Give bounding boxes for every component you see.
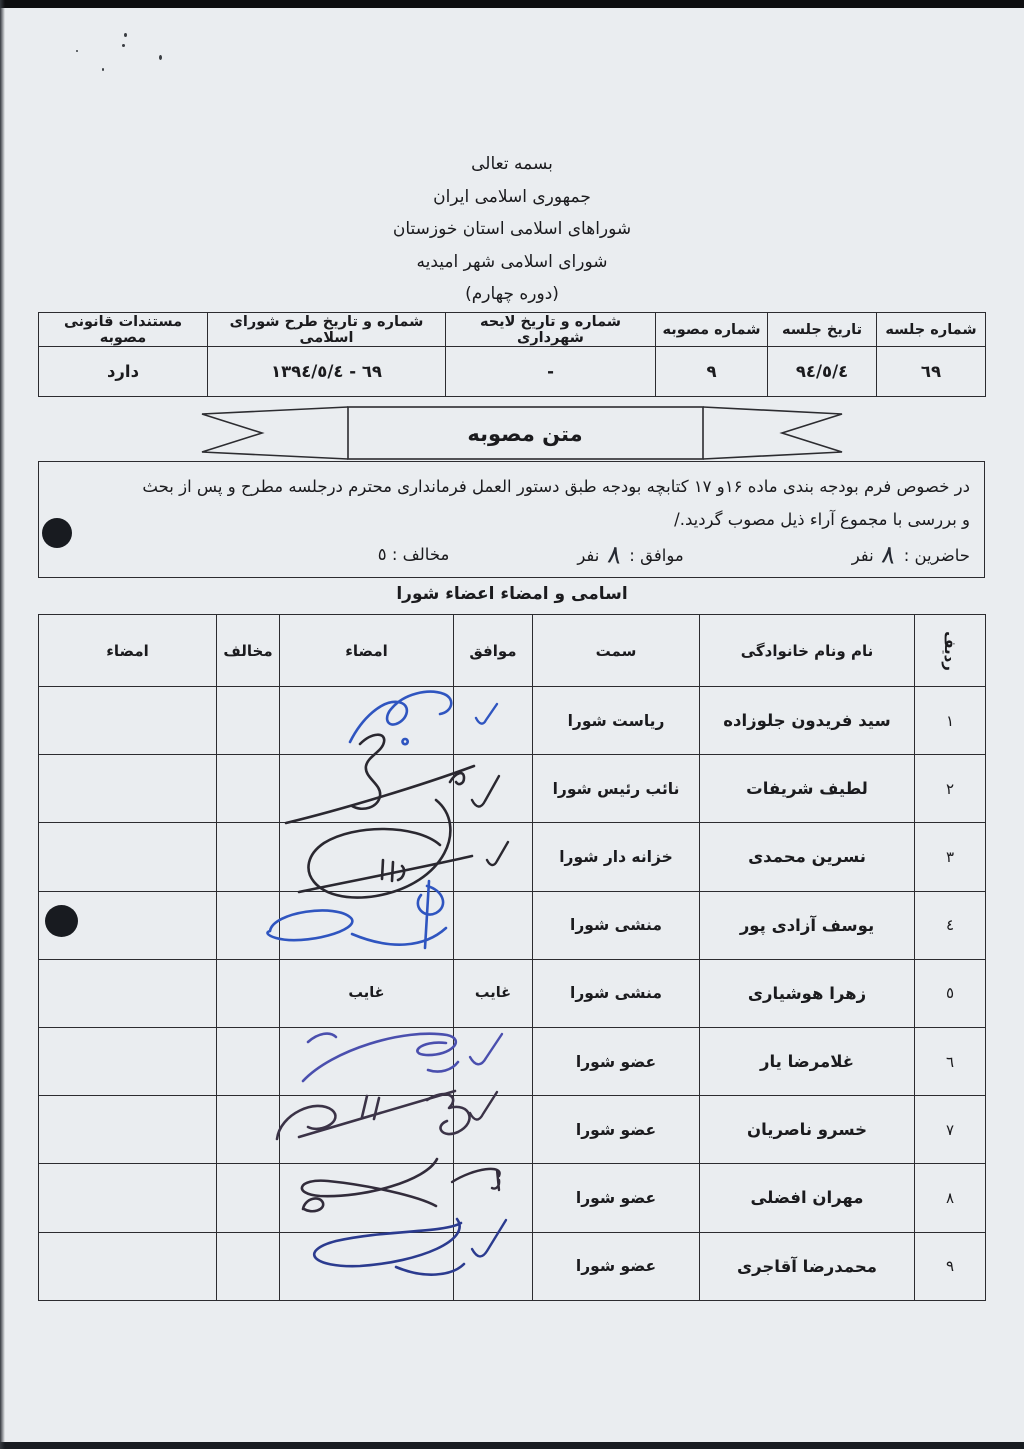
member-position: خزانه دار شورا xyxy=(533,823,700,891)
members-header-oppose: مخالف xyxy=(217,615,280,687)
members-header-agree: موافق xyxy=(454,615,533,687)
member-signature-cell xyxy=(280,1096,454,1164)
member-position: عضو شورا xyxy=(533,1027,700,1095)
info-value-municipality-bill: - xyxy=(446,347,656,397)
member-row xyxy=(39,1232,986,1300)
info-header-session-date: تاریخ جلسه xyxy=(768,313,877,347)
member-signature2-cell xyxy=(39,1164,217,1232)
member-signature2-cell xyxy=(39,1232,217,1300)
member-signature-cell xyxy=(280,823,454,891)
info-header-session-no: شماره جلسه xyxy=(877,313,986,347)
member-agree-cell xyxy=(454,1164,533,1232)
member-oppose-cell xyxy=(217,959,280,1027)
member-row xyxy=(39,891,986,959)
member-agree-cell-absent: غایب xyxy=(454,959,533,1027)
agree-value-handwritten: ۸ xyxy=(605,539,623,570)
member-oppose-cell xyxy=(217,1096,280,1164)
member-signature-cell xyxy=(280,1027,454,1095)
member-name: مهران افضلی xyxy=(700,1164,915,1232)
member-name: محمدرضا آقاجری xyxy=(700,1232,915,1300)
member-position: منشی شورا xyxy=(533,891,700,959)
agree-suffix: نفر xyxy=(577,546,600,565)
member-oppose-cell xyxy=(217,755,280,823)
resolution-body-line-2: و بررسی با مجموع آراء ذیل مصوب گردید./ xyxy=(674,510,970,529)
header-city-council: شورای اسلامی شهر امیدیه xyxy=(416,251,608,272)
row-no-rotated-label: ردیف xyxy=(941,630,959,671)
member-name: لطیف شریفات xyxy=(700,755,915,823)
header-republic: جمهوری اسلامی ایران xyxy=(433,186,591,207)
member-agree-cell xyxy=(454,823,533,891)
header-term: (دوره چهارم) xyxy=(465,284,559,304)
info-value-resolution-no: ٩ xyxy=(656,347,768,397)
member-oppose-cell xyxy=(217,891,280,959)
scan-edge-top xyxy=(0,0,1024,8)
members-header-row-no xyxy=(915,615,986,687)
scan-speckle xyxy=(102,68,104,71)
info-value-council-plan: ٦٩ - ١٣٩٤/٥/٤ xyxy=(208,347,446,397)
votes-summary-row xyxy=(53,538,970,571)
info-value-row xyxy=(39,347,986,397)
member-agree-cell xyxy=(454,687,533,755)
scan-speckle xyxy=(122,44,125,47)
resolution-body-line-1: در خصوص فرم بودجه بندی ماده ۱۶و ۱۷ کتابچه بودجه طبق دستور العمل فرمانداری محترم درجلسه مطرح و پس از بحث xyxy=(142,477,970,496)
info-header-legal-docs: مستندات قانونی مصوبه xyxy=(39,313,208,347)
member-row xyxy=(39,687,986,755)
resolution-text-banner xyxy=(198,404,846,462)
member-name: زهرا هوشیاری xyxy=(700,959,915,1027)
member-signature2-cell xyxy=(39,1096,217,1164)
info-value-legal-docs: دارد xyxy=(39,347,208,397)
member-signature-cell-absent: غایب xyxy=(280,959,454,1027)
member-oppose-cell xyxy=(217,1164,280,1232)
member-row-no: ٢ xyxy=(915,755,986,823)
oppose-label: مخالف : xyxy=(391,544,450,564)
banner-ribbon-right-tail xyxy=(703,407,842,459)
info-header-council-plan: شماره و تاریخ طرح شورای اسلامی xyxy=(208,313,446,347)
members-header-signature: امضاء xyxy=(280,615,454,687)
present-label: حاضرین : xyxy=(903,546,970,565)
member-position: عضو شورا xyxy=(533,1232,700,1300)
member-position: نائب رئیس شورا xyxy=(533,755,700,823)
member-row xyxy=(39,823,986,891)
agree-count xyxy=(577,538,683,571)
member-row-no: ٧ xyxy=(915,1096,986,1164)
member-signature-cell xyxy=(280,1232,454,1300)
present-count xyxy=(852,538,970,571)
member-signature-cell xyxy=(280,891,454,959)
member-signature2-cell xyxy=(39,959,217,1027)
member-row-no: ٤ xyxy=(915,891,986,959)
scan-speckle xyxy=(159,55,162,60)
member-row-no: ٣ xyxy=(915,823,986,891)
oppose-value: ٥ xyxy=(377,544,387,564)
member-row-no: ٨ xyxy=(915,1164,986,1232)
info-value-session-date: ٩٤/٥/٤ xyxy=(768,347,877,397)
document-header xyxy=(0,148,1024,311)
members-section-title: اسامی و امضاء اعضاء شورا xyxy=(396,584,628,604)
info-header-resolution-no: شماره مصوبه xyxy=(656,313,768,347)
members-header-name: نام ونام خانوادگی xyxy=(700,615,915,687)
member-agree-cell xyxy=(454,891,533,959)
scan-edge-bottom xyxy=(0,1442,1024,1449)
member-signature-cell xyxy=(280,687,454,755)
member-oppose-cell xyxy=(217,1232,280,1300)
member-oppose-cell xyxy=(217,1027,280,1095)
member-row xyxy=(39,1096,986,1164)
member-name: نسرین محمدی xyxy=(700,823,915,891)
member-position: ریاست شورا xyxy=(533,687,700,755)
banner-ribbon-left-tail xyxy=(202,407,348,459)
member-agree-cell xyxy=(454,1096,533,1164)
member-signature2-cell xyxy=(39,687,217,755)
member-row-no: ١ xyxy=(915,687,986,755)
info-value-session-no: ٦٩ xyxy=(877,347,986,397)
member-row xyxy=(39,1164,986,1232)
scan-speckle xyxy=(124,33,127,37)
session-info-table xyxy=(38,312,986,397)
member-row-no: ٩ xyxy=(915,1232,986,1300)
member-row-no: ٥ xyxy=(915,959,986,1027)
member-signature-cell xyxy=(280,1164,454,1232)
header-province-councils: شوراهای اسلامی استان خوزستان xyxy=(392,219,632,239)
member-signature2-cell xyxy=(39,823,217,891)
present-suffix: نفر xyxy=(851,546,874,565)
member-position: عضو شورا xyxy=(533,1096,700,1164)
header-basmala: بسمه تعالی xyxy=(471,154,553,174)
member-name: یوسف آزادی پور xyxy=(700,891,915,959)
member-signature2-cell xyxy=(39,755,217,823)
member-agree-cell xyxy=(454,1027,533,1095)
member-name: غلامرضا یار xyxy=(700,1027,915,1095)
member-oppose-cell xyxy=(217,687,280,755)
member-name: سید فریدون جلوزاده xyxy=(700,687,915,755)
member-signature-cell xyxy=(280,755,454,823)
info-header-row xyxy=(39,313,986,347)
present-value-handwritten: ۸ xyxy=(880,539,897,570)
member-row xyxy=(39,1027,986,1095)
member-position: منشی شورا xyxy=(533,959,700,1027)
banner-title: متن مصوبه xyxy=(467,422,583,446)
member-row xyxy=(39,959,986,1027)
members-signature-table xyxy=(38,614,986,1301)
members-header-signature-2: امضاء xyxy=(39,615,217,687)
member-oppose-cell xyxy=(217,823,280,891)
member-signature2-cell xyxy=(39,1027,217,1095)
member-name: خسرو ناصریان xyxy=(700,1096,915,1164)
member-row-no: ٦ xyxy=(915,1027,986,1095)
member-agree-cell xyxy=(454,755,533,823)
info-header-municipality-bill: شماره و تاریخ لایحه شهرداری xyxy=(446,313,656,347)
agree-label: موافق : xyxy=(629,546,684,565)
member-position: عضو شورا xyxy=(533,1164,700,1232)
resolution-body-box xyxy=(38,461,985,578)
members-header-row xyxy=(39,615,986,687)
member-agree-cell xyxy=(454,1232,533,1300)
member-row xyxy=(39,755,986,823)
members-header-position: سمت xyxy=(533,615,700,687)
member-signature2-cell xyxy=(39,891,217,959)
oppose-count xyxy=(378,540,450,570)
scan-speckle xyxy=(76,50,78,52)
